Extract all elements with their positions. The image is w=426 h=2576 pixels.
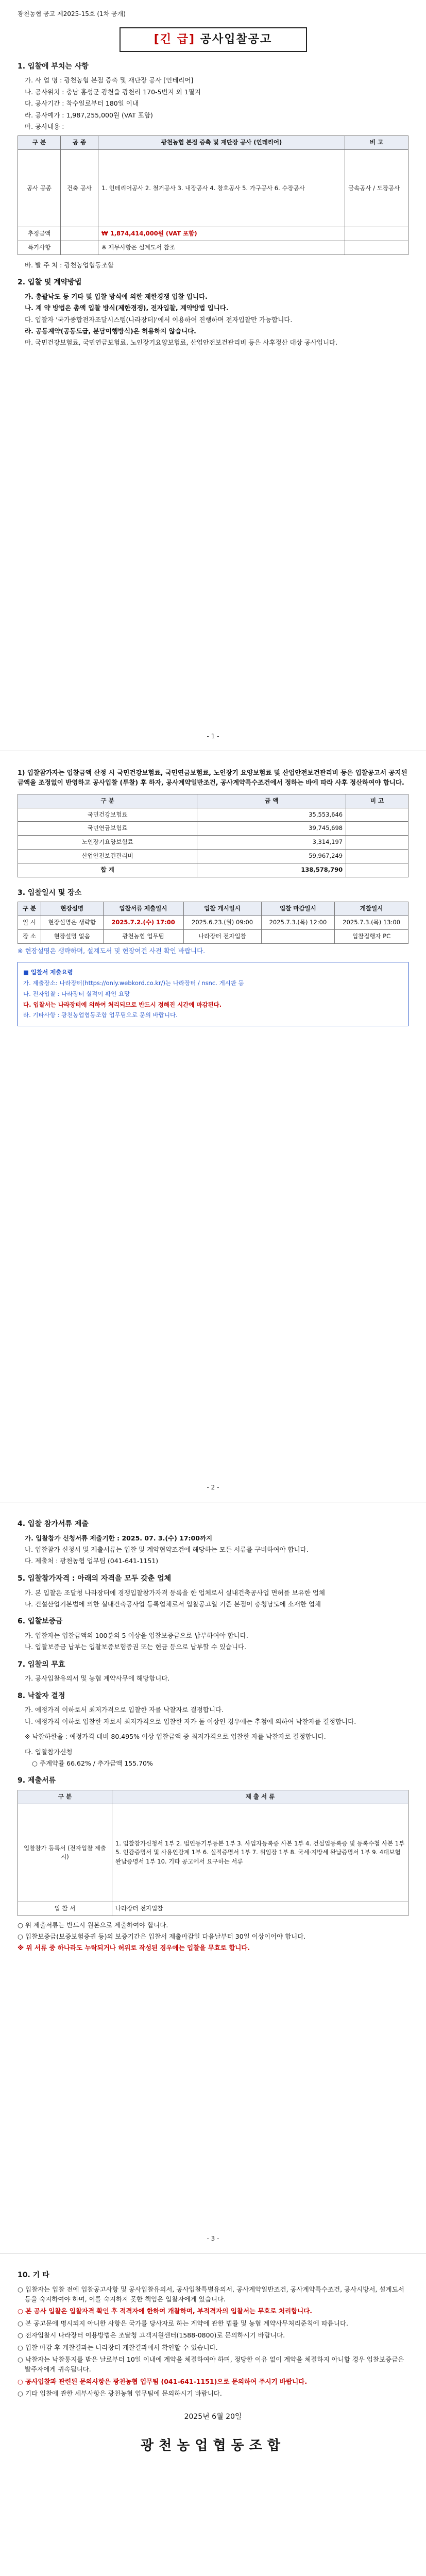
section-6-heading: 6. 입찰보증금 — [18, 1617, 63, 1626]
sch-cell — [261, 929, 335, 943]
schedule-note: ※ 현장설명은 생략하며, 설계도서 및 현장여건 사전 확인 바랍니다. — [18, 946, 206, 955]
scope-cell: 특기사항 — [18, 241, 61, 255]
document-page-2 — [0, 751, 426, 1502]
ins-cell — [346, 822, 408, 836]
sch-th: 입찰 마감일시 — [261, 902, 335, 916]
s5-item: 나. 건설산업기본법에 의한 실내건축공사업 등록업체로서 입찰공고일 기준 본점이 충청남도에 소재한 업체 — [25, 1600, 321, 1608]
sch-cell: 2025.7.2.(수) 17:00 — [103, 916, 183, 930]
doc-cell: 입 찰 서 — [18, 1902, 112, 1916]
urgent-tag: [긴 급] — [154, 32, 196, 46]
submission-guide-box — [18, 962, 408, 1026]
scope-th: 비 고 — [345, 136, 408, 150]
sch-th: 입찰 개시일시 — [183, 902, 261, 916]
guide-line: 나. 전자입찰 : 나라장터 실적이 확인 요망 — [23, 990, 130, 997]
scope-cell — [345, 241, 408, 255]
guide-line: 다. 입찰서는 나라장터에 의하여 처리되므로 반드시 정해진 시간에 마감된다. — [23, 1001, 222, 1008]
ins-cell: 3,314,197 — [197, 836, 346, 850]
s5-item: 가. 본 입찰은 조달청 나라장터에 경쟁입찰참가자격 등록을 한 업체로서 실내건축공사업 면허를 보유한 업체 — [25, 1588, 325, 1597]
s6-item: 나. 입찰보증금 납부는 입찰보증보험증권 또는 현금 등으로 납부할 수 있습니다. — [25, 1643, 247, 1651]
ins-cell — [346, 836, 408, 850]
guide-line: 가. 제출장소: 나라장터(https://only.webkord.co.kr/)는 나라장터 / nsnc. 게시판 등 — [23, 979, 244, 987]
scope-cell: 공사 공종 — [18, 150, 61, 227]
sch-cell: 현장설명 없음 — [41, 929, 103, 943]
sch-th: 구 분 — [18, 902, 41, 916]
section-10-heading: 10. 기 타 — [18, 2271, 49, 2279]
insurance-table — [18, 794, 408, 877]
ins-cell: 국민연금보험료 — [18, 822, 197, 836]
s1-item: 라. 공사예가 : 1,987,255,000원 (VAT 포함) — [25, 111, 153, 119]
ins-cell — [346, 863, 408, 877]
scope-cell — [61, 227, 98, 241]
sch-cell: 장 소 — [18, 929, 41, 943]
s9-note: ○ 입찰보증금(보증보험증권 등)의 보증기간은 입찰서 제출마감일 다음날부터 30일 이상이어야 합니다. — [18, 1933, 306, 1940]
s8-note: ※ 낙찰하한율 : 예정가격 대비 80.495% 이상 입찰금액 중 최저가격으로 입찰한 자를 낙찰자로 결정합니다. — [25, 1733, 326, 1741]
s1-item: 나. 공사위치 : 충남 홍성군 광천읍 광천리 170-5번지 외 1필지 — [25, 88, 201, 96]
sch-th: 현장설명 — [41, 902, 103, 916]
section-9-heading: 9. 제출서류 — [18, 1776, 56, 1785]
document-title — [120, 27, 307, 52]
s2-item: 가. 총괄낙도 등 기타 및 입찰 방식에 의한 제한경쟁 입찰 입니다. — [25, 292, 208, 300]
section-5-heading: 5. 입찰참가자격 : 아래의 자격을 모두 갖춘 업체 — [18, 1574, 172, 1583]
s9-note: ○ 위 제출서류는 반드시 원본으로 제출하여야 합니다. — [18, 1921, 168, 1929]
doc-th: 제 출 서 류 — [112, 1790, 408, 1804]
ins-cell: 39,745,698 — [197, 822, 346, 836]
s8-item: 가. 예정가격 이하로서 최저가격으로 입찰한 자를 낙찰자로 결정합니다. — [25, 1706, 224, 1714]
scope-cell — [345, 227, 408, 241]
list-item: ○ 낙찰자는 낙찰통지를 받은 날로부터 10일 이내에 계약을 체결하여야 하며, 정당한 이유 없이 계약을 체결하지 아니할 경우 입찰보증금은 발주자에게 귀속됩니다. — [18, 2355, 404, 2374]
page-number: - 2 - — [207, 1484, 219, 1492]
sch-th: 입찰서류 제출일시 — [103, 902, 183, 916]
scope-cell: 추정금액 — [18, 227, 61, 241]
s1-item: 다. 공사기간 : 착수일로부터 180일 이내 — [25, 99, 139, 108]
sch-cell: 현장설명은 생략함 — [41, 916, 103, 930]
document-number: 광천농협 공고 제2025-15호 (1차 공개) — [18, 10, 126, 18]
scope-th: 광천농협 본점 증축 및 재단장 공사 (인테리어) — [98, 136, 345, 150]
section-1-heading: 1. 입찰에 부치는 사항 — [18, 62, 89, 71]
s8-item: 다. 입찰참가신청 — [25, 1748, 73, 1756]
section-4-heading: 4. 입찰 참가서류 제출 — [18, 1520, 89, 1528]
scope-cell: ₩ 1,874,414,000원 (VAT 포함) — [98, 227, 345, 241]
list-item: ○ 공사입찰과 관련된 문의사항은 광천농협 업무팀 (041-641-1151)으로 문의하여 주시기 바랍니다. — [18, 2377, 308, 2385]
scope-th: 구 분 — [18, 136, 61, 150]
list-item: ○ 본 공사 입찰은 입찰자격 확인 후 적격자에 한하여 개찰하며, 부적격자의 입찰서는 무효로 처리합니다. — [18, 2307, 313, 2315]
sch-cell: 2025.7.3.(목) 13:00 — [335, 916, 408, 930]
document-page-3 — [0, 1502, 426, 2253]
scope-cell: ※ 재무사항은 설계도서 참조 — [98, 241, 345, 255]
ins-th: 비 고 — [346, 794, 408, 808]
section-3-heading: 3. 입찰일시 및 장소 — [18, 888, 82, 897]
doc-cell: 입찰참가 등록서 (전자입찰 제출 시) — [18, 1804, 112, 1902]
sch-th: 개찰일시 — [335, 902, 408, 916]
document-page-4 — [0, 2253, 426, 2576]
section-7-heading: 7. 입찰의 무효 — [18, 1660, 65, 1669]
sch-cell: 나라장터 전자입찰 — [183, 929, 261, 943]
scope-cell — [61, 241, 98, 255]
s4-item: 나. 입찰참가 신청서 및 제출서류는 입찰 및 계약협약조건에 해당하는 모든 서류를 구비하여야 합니다. — [25, 1546, 309, 1554]
s1-item: 가. 사 업 명 : 광천농협 본점 증축 및 재단장 공사 [인테리어] — [25, 76, 194, 84]
section-2-heading: 2. 입찰 및 계약방법 — [18, 278, 82, 287]
s4-item: 가. 입찰참가 신청서류 제출기한 : 2025. 07. 3.(수) 17:00까지 — [25, 1534, 213, 1542]
ins-cell: 산업안전보건관리비 — [18, 850, 197, 863]
ins-cell: 35,553,646 — [197, 808, 346, 822]
page-number: - 3 - — [207, 2235, 219, 2243]
ins-cell: 59,967,249 — [197, 850, 346, 863]
scope-th: 공 종 — [61, 136, 98, 150]
ins-cell — [346, 850, 408, 863]
s1-item: 마. 공사내용 : — [25, 122, 64, 130]
s7-item: 가. 공사입찰유의서 및 농협 계약사무에 해당합니다. — [25, 1674, 170, 1683]
doc-cell: 나라장터 전자입찰 — [112, 1902, 408, 1916]
ins-cell: 합 계 — [18, 863, 197, 877]
notice-date: 2025년 6월 20일 — [184, 2413, 242, 2421]
s6-item: 가. 입찰자는 입찰금액의 100분의 5 이상을 입찰보증금으로 납부하여야 합니다. — [25, 1631, 248, 1639]
doc-cell: 1. 입찰참가신청서 1부 2. 법인등기부등본 1부 3. 사업자등록증 사본 1부 4. 건설업등록증 및 등록수첩 사본 1부 5. 인감증명서 및 사용인감계 1부 6. 실적증명서 1부 7. 위임장 1부 8. 국세·지방세 완납증명서 1부 9. 4대보험 완납증명서 1부 10. 기타 공고에서 요구하는 서류 — [112, 1804, 408, 1902]
list-item: ○ 전자입찰시 나라장터 이용방법은 조달청 고객지원센터(1588-0800)로 문의하시기 바랍니다. — [18, 2331, 285, 2340]
guide-line: ■ 입찰서 제출요령 — [23, 969, 73, 976]
s8-item: 나. 예정가격 이하로 입찰한 자로서 최저가격으로 입찰한 자가 둘 이상인 경우에는 추첨에 의하여 낙찰자를 결정합니다. — [25, 1717, 356, 1725]
document-page-1 — [0, 0, 426, 751]
sch-cell: 2025.7.3.(목) 12:00 — [261, 916, 335, 930]
ins-cell: 138,578,790 — [197, 863, 346, 877]
sch-cell: 일 시 — [18, 916, 41, 930]
title-text: 공사입찰공고 — [200, 32, 272, 46]
documents-table — [18, 1790, 408, 1916]
scope-table — [18, 135, 408, 255]
ins-cell — [346, 808, 408, 822]
issuer-name: 광천농업협동조합 — [141, 2438, 285, 2454]
p2-intro: 1) 입찰참가자는 입찰금액 산정 시 국민건강보험료, 국민연금보험료, 노인장기 요양보험료 및 산업안전보건관리비 등은 입찰공고서 공지된 금액을 조정없이 반영하고 공사입찰 (투찰) 후 하자, 공사계약일반조건, 공사계약특수조건에서 정하는 바에 따라 사후 정산하여야 합니다. — [18, 769, 407, 787]
ins-cell: 국민건강보험료 — [18, 808, 197, 822]
section-8-heading: 8. 낙찰자 결정 — [18, 1691, 65, 1700]
s9-note: ※ 위 서류 중 하나라도 누락되거나 허위로 작성된 경우에는 입찰을 무효로 합니다. — [18, 1944, 250, 1952]
list-item: ○ 기타 입찰에 관한 세부사항은 광천농협 업무팀에 문의하시기 바랍니다. — [18, 2389, 222, 2398]
scope-cell: 건축 공사 — [61, 150, 98, 227]
list-item: ○ 입찰자는 입찰 전에 입찰공고사항 및 공사입찰유의서, 공사입찰특별유의서, 공사계약일반조건, 공사계약특수조건, 공사시방서, 설계도서 등을 숙지하여야 하며, 이를 숙지하지 못한 책임은 입찰자에게 있습니다. — [18, 2285, 404, 2303]
list-item: ○ 본 공고문에 명시되지 아니한 사항은 국가를 당사자로 하는 계약에 관한 법률 및 농협 계약사무처리준칙에 따릅니다. — [18, 2319, 349, 2327]
ins-th: 금 액 — [197, 794, 346, 808]
page-number: - 1 - — [207, 733, 219, 740]
s8-item: ○ 주계약률 66.62% / 추가금액 155.70% — [32, 1759, 153, 1767]
list-item: ○ 입찰 마감 후 개찰결과는 나라장터 개찰결과에서 확인할 수 있습니다. — [18, 2343, 218, 2351]
s2-item: 마. 국민건강보험료, 국민연금보험료, 노인장기요양보험료, 산업안전보건관리비 등은 사후정산 대상 공사입니다. — [25, 338, 338, 347]
s2-item: 다. 입찰자 '국가종합전자조달시스템(나라장터)'에서 이용하여 진행하며 전자입찰만 가능합니다. — [25, 315, 293, 324]
sch-cell: 입찰집행자 PC — [335, 929, 408, 943]
s1-orderer: 바. 발 주 처 : 광천농업협동조합 — [25, 261, 114, 269]
s4-item: 다. 제출처 : 광천농협 업무팀 (041-641-1151) — [25, 1557, 159, 1565]
other-items-list — [18, 2284, 408, 2399]
ins-th: 구 분 — [18, 794, 197, 808]
ins-cell: 노인장기요양보험료 — [18, 836, 197, 850]
guide-line: 라. 기타사항 : 광천농업협동조합 업무팀으로 문의 바랍니다. — [23, 1011, 178, 1019]
schedule-table — [18, 902, 408, 943]
doc-th: 구 분 — [18, 1790, 112, 1804]
s2-item: 나. 계 약 방법은 총액 입찰 방식(제한경쟁), 전자입찰, 계약방법 입니다. — [25, 304, 229, 312]
sch-cell: 광천농협 업무팀 — [103, 929, 183, 943]
scope-cell: 금속공사 / 도장공사 — [345, 150, 408, 227]
sch-cell: 2025.6.23.(월) 09:00 — [183, 916, 261, 930]
s2-item: 라. 공동계약(공동도급, 분담이행방식)은 허용하지 않습니다. — [25, 327, 196, 335]
scope-cell: 1. 인테리어공사 2. 철거공사 3. 내장공사 4. 창호공사 5. 가구공사 6. 수장공사 — [98, 150, 345, 227]
